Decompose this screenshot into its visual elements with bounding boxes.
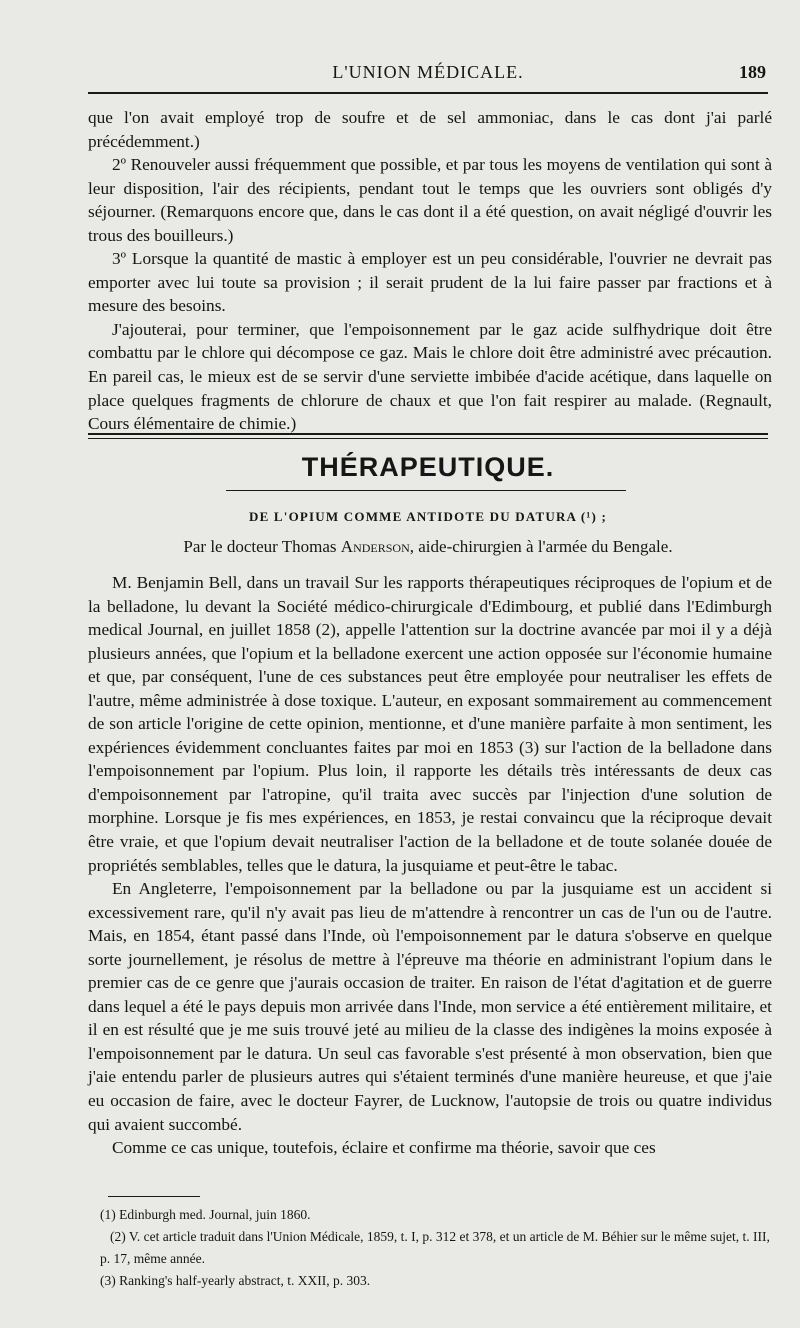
paragraph: En Angleterre, l'empoisonnement par la belladone ou par la jusquiame est un accident si excessivement rare, qu'il n'y avait pas lieu de m'attendre à rencontrer un cas de l'un ou de l'autre. Mais, en 1854, étant passé dans l'Inde, où l'empoisonnement par le datura s'observe en quelque sorte journellement, je résolus de mettre à l'épreuve ma théorie en administrant l'opium dans le premier cas de ce genre que j'aurais occasion de traiter. En raison de l'état d'agitation et de guerre dans lequel a été le pays depuis mon arrivée dans l'Inde, mon service a été entièrement militaire, et il en est résulté que je me suis trouvé jeté au milieu de la classe des indigènes la moins exposée à l'empoisonnement par le datura. Un seul cas favorable s'est présenté à mon observation, bien que j'aie entendu parler de plusieurs autres qui s'étaient terminés d'une manière heureuse, et que j'aie eu occasion de faire, avec le docteur Fayrer, de Lucknow, l'autopsie de trois ou quatre individus qui avaient succombé. [88,879,772,1134]
section-rule-top [88,433,768,435]
paragraph: M. Benjamin Bell, dans un travail Sur les rapports thérapeutiques réciproques de l'opium et de la belladone, lu devant la Société médico-chirurgicale d'Edimbourg, et publié dans l'Edimburgh medical Journal, en juillet 1858 (2), appelle l'attention sur la doctrine avancée par moi il y a déjà plusieurs années, que l'opium et la belladone exercent une action opposée sur l'économie humaine et que, par conséquent, l'une de ces substances peut être employée pour neutraliser les effets de l'autre, même administrée à dose toxique. L'auteur, en exposant sommairement au commencement de son article l'origine de cette opinion, mentionne, et d'une manière parfaite à mon sentiment, les expériences évidemment concluantes faites par moi en 1853 (3) sur l'action de la belladone dans l'empoisonnement par l'opium. Plus loin, il rapporte les détails très intéressants de deux cas d'empoisonnement par l'atropine, qu'il traita avec succès par l'injection d'une solution de morphine. Lorsque je fis mes expériences, en 1853, je restai convaincu que la réciproque devait être vraie, et que l'opium devait neutraliser l'action de la belladone et de toute solanée douée de propriétés semblables, telles que le datura, la jusquiame et peut-être le tabac. [88,573,772,875]
footnotes [100,1204,776,1292]
footnote: (2) V. cet article traduit dans l'Union Médicale, 1859, t. I, p. 312 et 378, et un article de M. Béhier sur le même sujet, t. III, p. 17, même année. [100,1229,770,1266]
section-rule-bottom [88,438,768,439]
paragraph: Comme ce cas unique, toutefois, éclaire et confirme ma théorie, savoir que ces [112,1138,656,1158]
byline-suffix: , aide-chirurgien à l'armée du Bengale. [409,537,673,556]
top-text [88,106,772,436]
paragraph: 2º Renouveler aussi fréquemment que possible, et par tous les moyens de ventilation qui sont à leur disposition, l'air des récipients, pendant tout le temps que les ouvriers sont obligés d'y séjourner. (Remarquons encore que, dans le cas dont il a été question, on avait négligé d'ouvrir les trous des bouilleurs.) [88,155,772,245]
footnote-rule [108,1196,200,1197]
paragraph: que l'on avait employé trop de soufre et de sel ammoniac, dans le cas dont j'ai parlé précédemment.) [88,108,772,151]
section-title: THÉRAPEUTIQUE. [301,452,555,482]
byline [88,537,768,557]
footnote: (1) Edinburgh med. Journal, juin 1860. [100,1207,311,1222]
page-number: 189 [739,62,766,82]
running-title: L'UNION MÉDICALE. [332,62,524,82]
article-body [88,571,772,1160]
title-underline [226,490,626,491]
header-rule [88,92,768,94]
paragraph: 3º Lorsque la quantité de mastic à employer est un peu considérable, l'ouvrier ne devrait pas emporter avec lui toute sa provision ; il serait prudent de la lui faire passer par fractions et à mesure des besoins. [88,249,772,316]
article-title: DE L'OPIUM COMME ANTIDOTE DU DATURA (¹) ; [249,509,607,524]
running-header [88,62,768,86]
paragraph: J'ajouterai, pour terminer, que l'empoisonnement par le gaz acide sulfhydrique doit être combattu par le chlore qui décompose ce gaz. Mais le chlore doit être administré avec précaution. En pareil cas, le mieux est de se servir d'une serviette imbibée d'acide acétique, dans laquelle on place quelques fragments de chlorure de chaux et que l'on fait respirer au malade. (Regnault, Cours élémentaire de chimie.) [88,319,772,434]
byline-prefix: Par le docteur Thomas [183,537,337,556]
footnote: (3) Ranking's half-yearly abstract, t. XXII, p. 303. [100,1273,371,1288]
author-name: Anderson [340,537,410,556]
